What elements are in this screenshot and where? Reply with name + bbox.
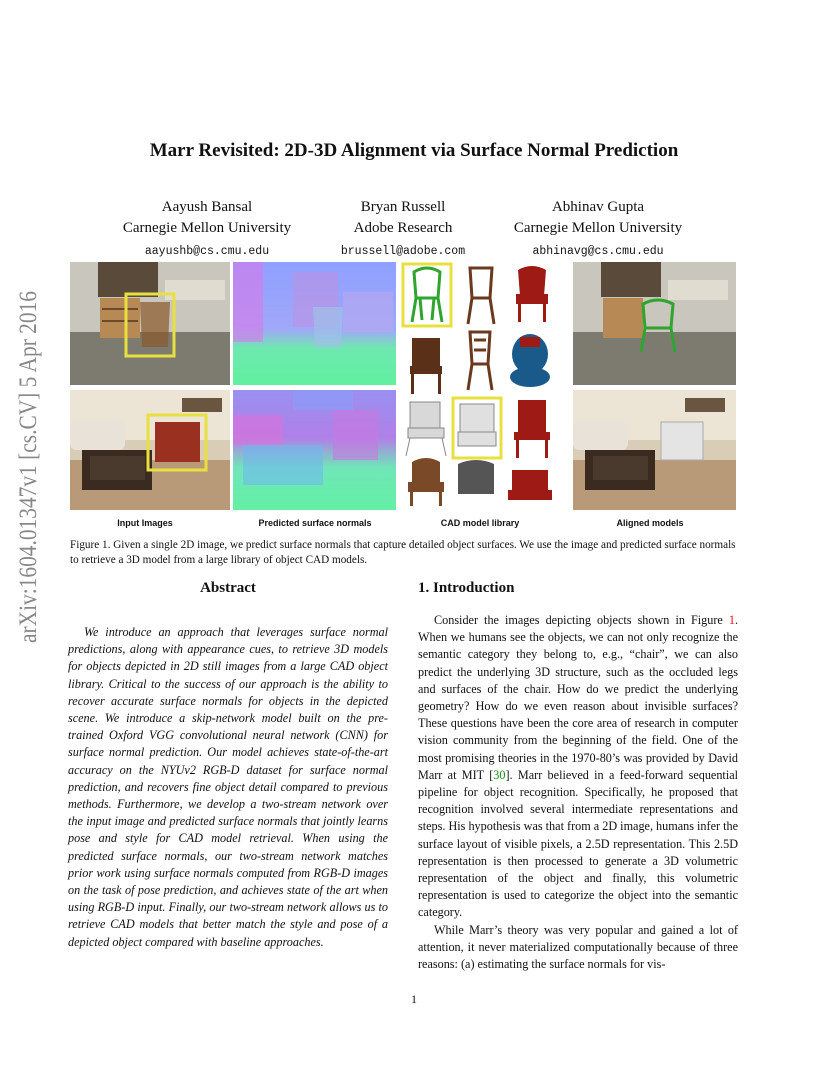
abstract-section <box>68 580 388 951</box>
aligned-model-office <box>573 262 736 385</box>
introduction-paragraph: While Marr’s theory was very popular and gained a lot of attention, it never materialized computationally because of three reasons: (a) estimating the surface normals for vis- <box>418 922 738 972</box>
figure-reference-link[interactable]: 1 <box>728 613 735 627</box>
figure-1 <box>70 262 736 532</box>
citation-link[interactable]: 30 <box>493 767 506 782</box>
author-email[interactable]: abhinavg@cs.cmu.edu <box>532 245 664 258</box>
introduction-text <box>418 612 738 973</box>
intro-text-part: ]. Marr believed in a feed-forward sequential pipeline for object recognition. Specifically, he proposed that recognition involved several intermediate representations and steps. His hypothesis was that from a 2D image, humans infer the surface layout of visible pixels, a 2.5D representation. This 2.5D representation is then processed to generate a 3D volumetric representation of the object and finally, this volumetric representation is used to categorize the object into the semantic category. <box>418 767 738 920</box>
predicted-normals-living-room <box>233 390 396 510</box>
author-name: Aayush Bansal <box>161 199 253 215</box>
author-affiliation: Carnegie Mellon University <box>122 220 292 236</box>
figure-label-normals: Predicted surface normals <box>258 518 372 528</box>
abstract-text: We introduce an approach that leverages surface normal predictions, along with appearance cues, to retrieve 3D models for objects depicted in 2D still images from a large CAD object library. Critical to the success of our approach is the ability to recover accurate surface normals for objects in the depicted scene. We introduce a skip-network model built on the pre-trained Oxford VGG convolutional neural network (CNN) for surface normal prediction. Our model achieves state-of-the-art accuracy on the NYUv2 RGB-D dataset for surface normal prediction, and recovers fine object detail compared to previous methods. Furthermore, we develop a two-stream network over the input image and predicted surface normals that jointly learns pose and style for CAD model retrieval. When using the predicted surface normals, our two-stream network matches prior work using surface normals computed from RGB-D images on the task of pose prediction, and achieves state of the art when using RGB-D input. Finally, our two-stream network allows us to retrieve CAD models that better match the style and pose of a depicted object compared with baseline approaches. <box>68 625 388 949</box>
figure-caption: Figure 1. Given a single 2D image, we predict surface normals that capture detailed object surfaces. We use the image and predicted surface normals to retrieve a 3D model from a large library of object CAD models. <box>70 539 736 566</box>
author-block <box>478 197 718 262</box>
figure-label-aligned: Aligned models <box>616 518 684 528</box>
arxiv-stamp <box>6 288 46 643</box>
abstract-heading: Abstract <box>200 580 256 596</box>
author-affiliation: Adobe Research <box>353 220 453 236</box>
figure-label-cad-library: CAD model library <box>440 518 520 528</box>
author-email[interactable]: aayushb@cs.cmu.edu <box>144 245 270 258</box>
input-image-living-room <box>70 390 230 510</box>
author-name: Bryan Russell <box>360 199 446 215</box>
author-name: Abhinav Gupta <box>551 199 645 215</box>
introduction-heading: 1. Introduction <box>418 580 515 596</box>
arxiv-stamp-text: arXiv:1604.01347v1 [cs.CV] 5 Apr 2016 <box>15 288 42 643</box>
author-email[interactable]: brussell@adobe.com <box>340 245 466 258</box>
figure-label-input: Input Images <box>117 518 173 528</box>
introduction-section <box>418 580 738 973</box>
cad-model-library <box>400 262 562 510</box>
intro-text-part: Consider the images depicting objects shown in Figure <box>434 613 729 627</box>
introduction-paragraph <box>418 612 738 922</box>
predicted-normals-office <box>233 262 396 385</box>
page-number: 1 <box>411 992 417 1006</box>
paper-title: Marr Revisited: 2D-3D Alignment via Surface Normal Prediction <box>149 140 679 161</box>
aligned-model-living-room <box>573 390 736 510</box>
intro-text-part: . When we humans see the objects, we can not only recognize the semantic category they belong to, e.g., “chair”, we can also predict the underlying 3D structure, such as the occluded legs and surfaces of the chair. How do we predict the underlying geometry? How do we even reason about invisible surfaces? These questions have been the core area of research in computer vision community from the beginning of the field. One of the most promising theories in the 1970-80’s was provided by David Marr at MIT [ <box>418 613 738 782</box>
input-image-office <box>70 262 230 385</box>
author-affiliation: Carnegie Mellon University <box>513 220 683 236</box>
